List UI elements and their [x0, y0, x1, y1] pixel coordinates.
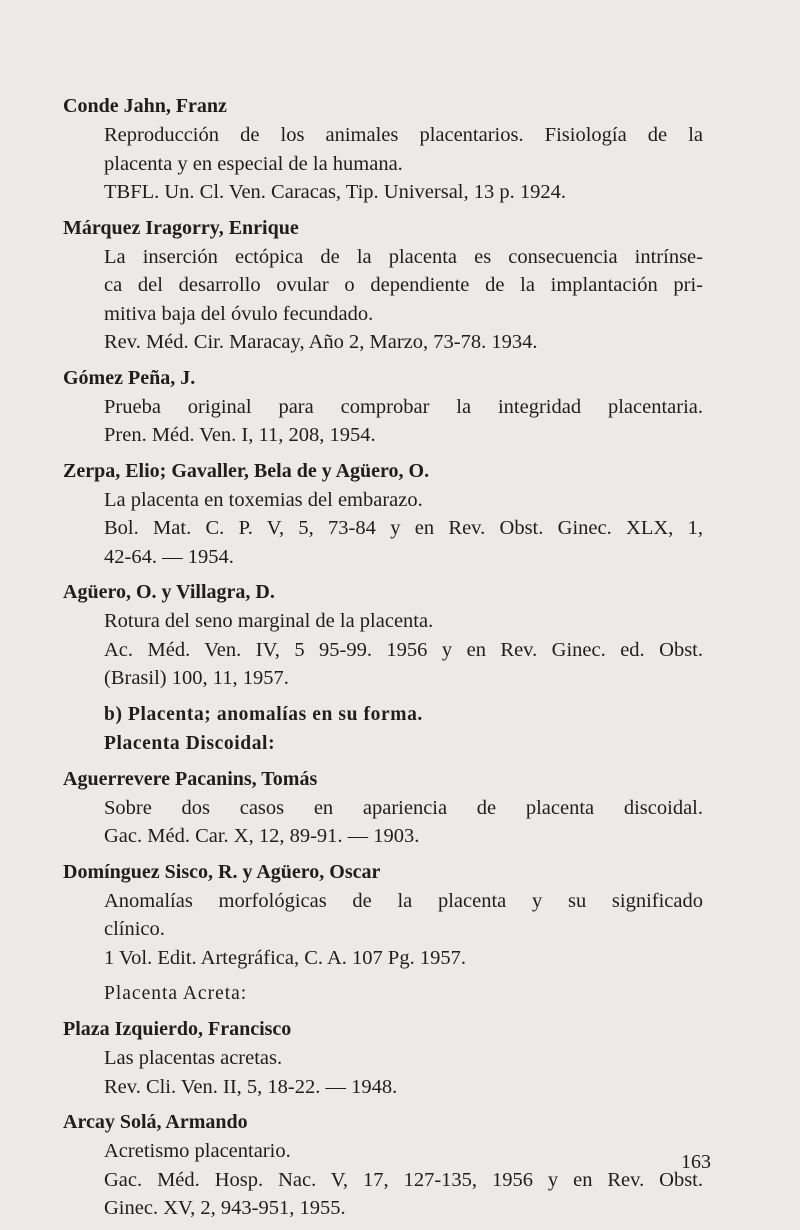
citation-line: Pren. Méd. Ven. I, 11, 208, 1954. — [104, 424, 376, 446]
entry-group-c — [63, 1015, 703, 1223]
entry-citation — [104, 794, 703, 851]
bibliography-entry — [63, 578, 703, 693]
citation-line: TBFL. Un. Cl. Ven. Caracas, Tip. Universal, 13 p. 1924. — [104, 181, 567, 203]
entry-author: Aguerrevere Pacanins, Tomás — [63, 767, 318, 790]
citation-line: ca del desarrollo ovular o dependiente de la implantación pri- — [104, 274, 703, 296]
bibliography-entry — [63, 1015, 703, 1101]
entry-author: Arcay Solá, Armando — [63, 1111, 248, 1133]
bibliography-entry — [63, 1108, 703, 1223]
citation-line: Ac. Méd. Ven. IV, 5 95-99. 1956 y en Rev. Ginec. ed. Obst. — [104, 638, 703, 661]
citation-line: Rev. Méd. Cir. Maracay, Año 2, Marzo, 73-78. 1934. — [104, 331, 538, 353]
entry-group-a — [63, 92, 703, 693]
entry-group-b — [63, 765, 703, 973]
citation-line: La inserción ectópica de la placenta es consecuencia intrínse- — [104, 245, 703, 268]
citation-line: Bol. Mat. C. P. V, 5, 73-84 y en Rev. Obst. Ginec. XLX, 1, — [104, 517, 703, 539]
entry-author: Zerpa, Elio; Gavaller, Bela de y Agüero, O. — [63, 459, 430, 482]
entry-citation — [104, 1137, 703, 1223]
citation-line: Gac. Méd. Car. X, 12, 89-91. — 1903. — [104, 825, 420, 847]
citation-line: Rotura del seno marginal de la placenta. — [104, 610, 434, 632]
entry-author: Agüero, O. y Villagra, D. — [63, 581, 275, 603]
citation-line: Gac. Méd. Hosp. Nac. V, 17, 127-135, 1956 y en Rev. Obst. — [104, 1168, 703, 1191]
entry-citation — [104, 486, 703, 572]
citation-line: Reproducción de los animales placentarios. Fisiología de la — [104, 124, 703, 146]
citation-line: Las placentas acretas. — [104, 1047, 283, 1069]
page-number: 163 — [681, 1151, 711, 1173]
citation-line: Prueba original para comprobar la integridad placentaria. — [104, 395, 703, 418]
bibliography-entry — [63, 364, 703, 450]
citation-line: Anomalías morfológicas de la placenta y su significado — [104, 889, 703, 912]
entry-citation — [104, 121, 703, 207]
section-c-subheading: Placenta Acreta: — [104, 983, 248, 1004]
entry-author: Plaza Izquierdo, Francisco — [63, 1018, 292, 1040]
citation-line: Rev. Cli. Ven. II, 5, 18-22. — 1948. — [104, 1075, 398, 1098]
citation-line: Ginec. XV, 2, 943-951, 1955. — [104, 1197, 346, 1219]
entry-author: Márquez Iragorry, Enrique — [63, 216, 299, 239]
bibliography-entry — [63, 765, 703, 851]
entry-citation — [104, 1044, 703, 1101]
entry-citation — [104, 887, 703, 973]
bibliography-entry — [63, 214, 703, 357]
citation-line: placenta y en especial de la humana. — [104, 152, 403, 175]
entry-author: Conde Jahn, Franz — [63, 95, 227, 117]
bibliography-entry — [63, 92, 703, 207]
citation-line: mitiva baja del óvulo fecundado. — [104, 302, 374, 325]
entry-citation — [104, 607, 703, 693]
citation-line: Sobre dos casos en apariencia de placenta discoidal. — [104, 796, 703, 819]
citation-line: clínico. — [104, 918, 165, 940]
entry-citation — [104, 393, 703, 450]
entry-author: Gómez Peña, J. — [63, 366, 196, 389]
bibliography-entry — [63, 457, 703, 572]
citation-line: 42-64. — 1954. — [104, 545, 234, 568]
citation-line: 1 Vol. Edit. Artegráfica, C. A. 107 Pg. 1957. — [104, 946, 466, 969]
section-b-subheading: Placenta Discoidal: — [104, 732, 276, 754]
citation-line: La placenta en toxemias del embarazo. — [104, 488, 423, 511]
bibliography-page — [63, 92, 703, 1230]
section-b-heading: b) Placenta; anomalías en su forma. — [104, 703, 423, 725]
bibliography-entry — [63, 858, 703, 973]
entry-citation — [104, 243, 703, 357]
citation-line: Acretismo placentario. — [104, 1140, 291, 1162]
citation-line: (Brasil) 100, 11, 1957. — [104, 667, 289, 689]
entry-author: Domínguez Sisco, R. y Agüero, Oscar — [63, 860, 381, 883]
